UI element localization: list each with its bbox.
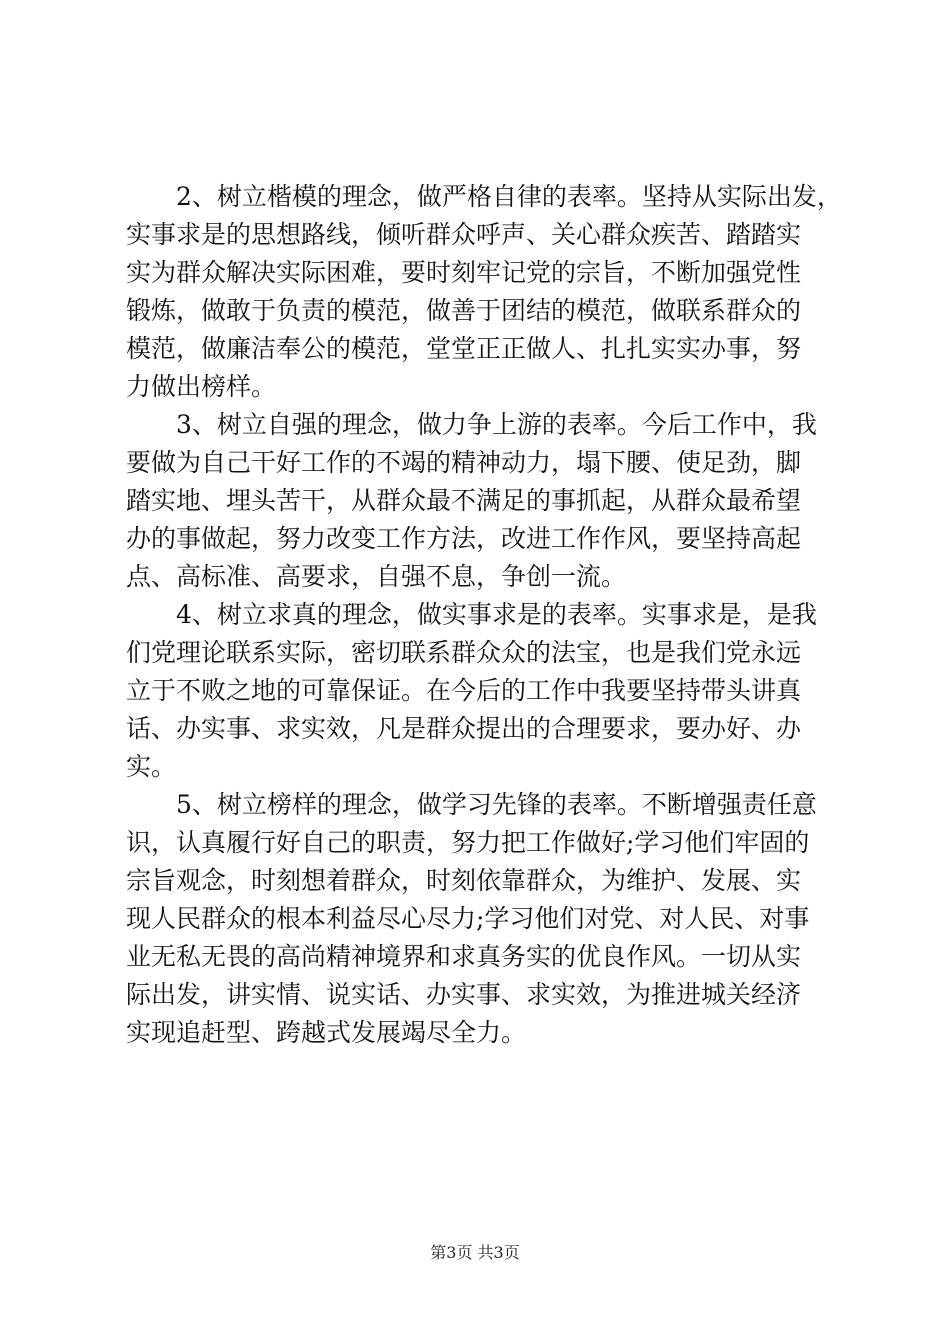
- paragraph-line: 宗旨观念，时刻想着群众，时刻依靠群众，为维护、发展、实: [126, 866, 802, 895]
- paragraph-line: 3、树立自强的理念，做力争上游的表率。今后工作中，我: [176, 410, 817, 439]
- paragraph-line: 现人民群众的根本利益尽心尽力;学习他们对党、对人民、对事: [126, 904, 810, 933]
- paragraph-line: 识，认真履行好自己的职责，努力把工作做好;学习他们牢固的: [126, 828, 810, 857]
- paragraph-line: 立于不败之地的可靠保证。在今后的工作中我要坚持带头讲真: [126, 676, 802, 705]
- paragraph-line: 际出发，讲实情、说实话、办实事、求实效，为推进城关经济: [126, 980, 802, 1009]
- paragraph-line: 2、树立楷模的理念，做严格自律的表率。坚持从实际出发，: [176, 182, 842, 211]
- paragraph-line: 要做为自己干好工作的不竭的精神动力，塌下腰、使足劲，脚: [126, 448, 802, 477]
- page-number-footer: 第3页 共3页: [430, 1243, 520, 1262]
- paragraph-line: 实为群众解决实际困难，要时刻牢记党的宗旨，不断加强党性: [126, 258, 802, 287]
- paragraph-line: 4、树立求真的理念，做实事求是的表率。实事求是，是我: [176, 600, 817, 629]
- paragraph-line: 实事求是的思想路线，倾听群众呼声、关心群众疾苦、踏踏实: [126, 220, 802, 249]
- paragraph-line: 们党理论联系实际，密切联系群众众的法宝，也是我们党永远: [126, 638, 802, 667]
- paragraph-5: [126, 786, 826, 1052]
- paragraph-line: 实现追赶型、跨越式发展竭尽全力。: [126, 1018, 527, 1047]
- paragraph-line: 点、高标准、高要求，自强不息，争创一流。: [126, 562, 627, 591]
- paragraph-line: 办的事做起，努力改变工作方法，改进工作作风，要坚持高起: [126, 524, 802, 553]
- document-body: [126, 178, 842, 1052]
- paragraph-line: 踏实地、埋头苦干，从群众最不满足的事抓起，从群众最希望: [126, 486, 802, 515]
- paragraph-line: 5、树立榜样的理念，做学习先锋的表率。不断增强责任意: [176, 790, 817, 819]
- paragraph-3: [126, 406, 826, 596]
- paragraph-line: 力做出榜样。: [126, 372, 277, 401]
- paragraph-line: 锻炼，做敢于负责的模范，做善于团结的模范，做联系群众的: [126, 296, 802, 325]
- paragraph-4: [126, 596, 826, 786]
- paragraph-line: 实。: [126, 752, 177, 781]
- paragraph-line: 业无私无畏的高尚精神境界和求真务实的优良作风。一切从实: [126, 942, 802, 971]
- paragraph-line: 模范，做廉洁奉公的模范，堂堂正正做人、扎扎实实办事，努: [126, 334, 802, 363]
- paragraph-2: [126, 178, 842, 406]
- paragraph-line: 话、办实事、求实效，凡是群众提出的合理要求，要办好、办: [126, 714, 802, 743]
